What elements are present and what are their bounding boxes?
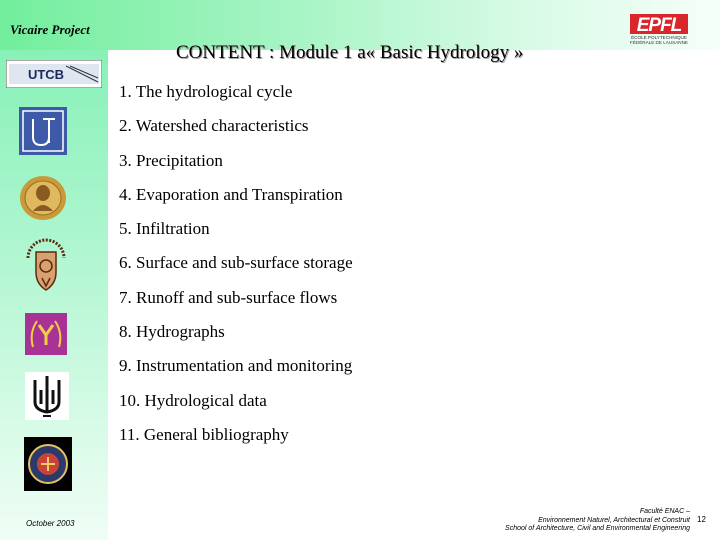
epfl-logo xyxy=(628,12,692,46)
y-emblem-logo xyxy=(25,313,67,355)
list-item: 6. Surface and sub-surface storage xyxy=(119,253,353,273)
page-number: 12 xyxy=(697,515,706,524)
university-crest-logo xyxy=(22,238,70,294)
epfl-subtitle-1: ÉCOLE POLYTECHNIQUE xyxy=(631,35,687,40)
gold-medal-logo xyxy=(18,175,68,221)
epfl-logo-text: EPFL xyxy=(636,15,682,36)
footer-faculty-line-3: School of Architecture, Civil and Environmental Engineering xyxy=(505,525,690,532)
list-item: 8. Hydrographs xyxy=(119,322,225,342)
utcb-logo-text: UTCB xyxy=(27,67,65,82)
content-list xyxy=(119,80,353,457)
footer-faculty xyxy=(505,508,690,534)
trident-logo xyxy=(25,372,69,420)
list-item: 7. Runoff and sub-surface flows xyxy=(119,287,338,307)
page-title: CONTENT : Module 1 a« Basic Hydrology » xyxy=(176,42,524,63)
list-item: 5. Infiltration xyxy=(119,219,210,239)
round-seal-logo xyxy=(24,437,72,491)
footer-faculty-line-1: Faculté ENAC – xyxy=(639,508,690,515)
list-item: 10. Hydrological data xyxy=(119,390,267,410)
epfl-subtitle-2: FÉDÉRALE DE LAUSANNE xyxy=(630,40,688,45)
list-item: 3. Precipitation xyxy=(119,150,223,170)
list-item: 2. Watershed characteristics xyxy=(119,116,309,136)
list-item: 4. Evaporation and Transpiration xyxy=(119,184,343,204)
footer-faculty-line-2: Environnement Naturel, Architectural et Construit xyxy=(538,516,690,524)
footer-date: October 2003 xyxy=(26,519,75,528)
utcb-logo xyxy=(6,60,102,88)
project-name: Vicaire Project xyxy=(10,22,90,37)
list-item: 9. Instrumentation and monitoring xyxy=(119,356,353,376)
list-item: 11. General bibliography xyxy=(119,424,289,444)
list-item: 1. The hydrological cycle xyxy=(119,82,293,101)
ut-logo xyxy=(19,107,67,155)
